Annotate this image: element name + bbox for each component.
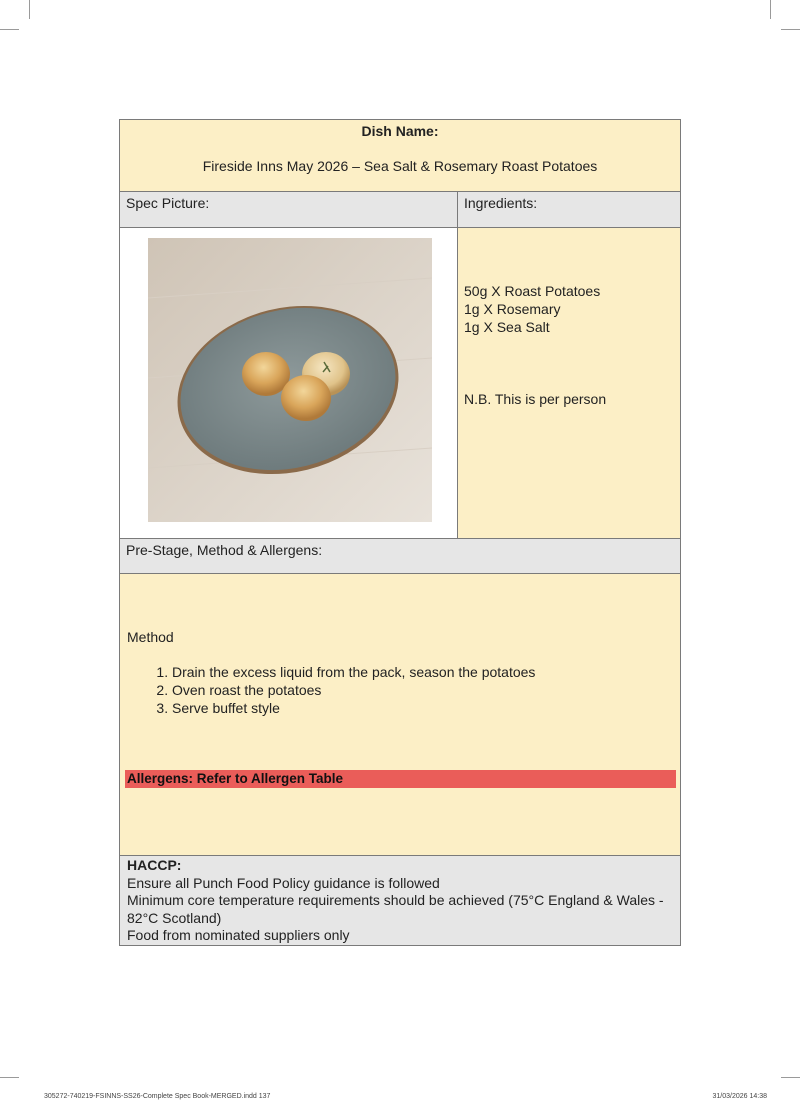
crop-mark xyxy=(29,0,30,19)
ingredient-item: 1g X Sea Salt xyxy=(464,319,550,335)
ingredients-note: N.B. This is per person xyxy=(464,391,607,407)
crop-mark xyxy=(0,1077,19,1078)
picture-ingredients-row xyxy=(120,228,680,539)
method-step: 1. Drain the excess liquid from the pack, season the potatoes xyxy=(172,663,535,681)
crop-mark xyxy=(0,29,19,30)
method-steps xyxy=(150,663,535,717)
dish-name-label: Dish Name: xyxy=(361,123,439,139)
spec-picture-cell xyxy=(120,228,458,538)
method-step: 2. Oven roast the potatoes xyxy=(172,681,535,699)
crop-mark xyxy=(781,1077,800,1078)
haccp-title: HACCP: xyxy=(127,857,182,873)
ingredient-item: 50g X Roast Potatoes xyxy=(464,283,601,299)
method-section-header xyxy=(120,539,680,574)
haccp-line: Ensure all Punch Food Policy guidance is followed xyxy=(127,874,440,891)
haccp-line: Food from nominated suppliers only xyxy=(127,927,350,943)
method-step: 3. Serve buffet style xyxy=(172,699,535,717)
ingredient-item: 1g X Rosemary xyxy=(464,301,561,317)
picture-ingredients-header xyxy=(120,192,680,228)
footer-datetime: 31/03/2026 14:38 xyxy=(712,1093,767,1100)
dish-photo xyxy=(148,238,432,522)
method-title: Method xyxy=(127,629,174,645)
ingredients-cell xyxy=(458,228,680,538)
allergens-banner: Allergens: Refer to Allergen Table xyxy=(125,770,676,788)
dish-name: Fireside Inns May 2026 – Sea Salt & Rosemary Roast Potatoes xyxy=(202,158,598,174)
spec-sheet xyxy=(119,119,681,946)
haccp-section xyxy=(120,856,680,945)
haccp-line: Minimum core temperature requirements should be achieved (75°C England & Wales - 82°C Scotland) xyxy=(127,892,664,926)
method-section xyxy=(120,574,680,856)
crop-mark xyxy=(770,0,771,19)
spec-picture-label: Spec Picture: xyxy=(120,192,458,227)
dish-name-row xyxy=(120,120,680,192)
footer-file-info: 305272-740219-FSINNS-SS26-Complete Spec Book-MERGED.indd 137 xyxy=(44,1093,271,1100)
crop-mark xyxy=(781,29,800,30)
ingredients-label: Ingredients: xyxy=(464,195,538,211)
method-section-label: Pre-Stage, Method & Allergens: xyxy=(126,542,323,558)
